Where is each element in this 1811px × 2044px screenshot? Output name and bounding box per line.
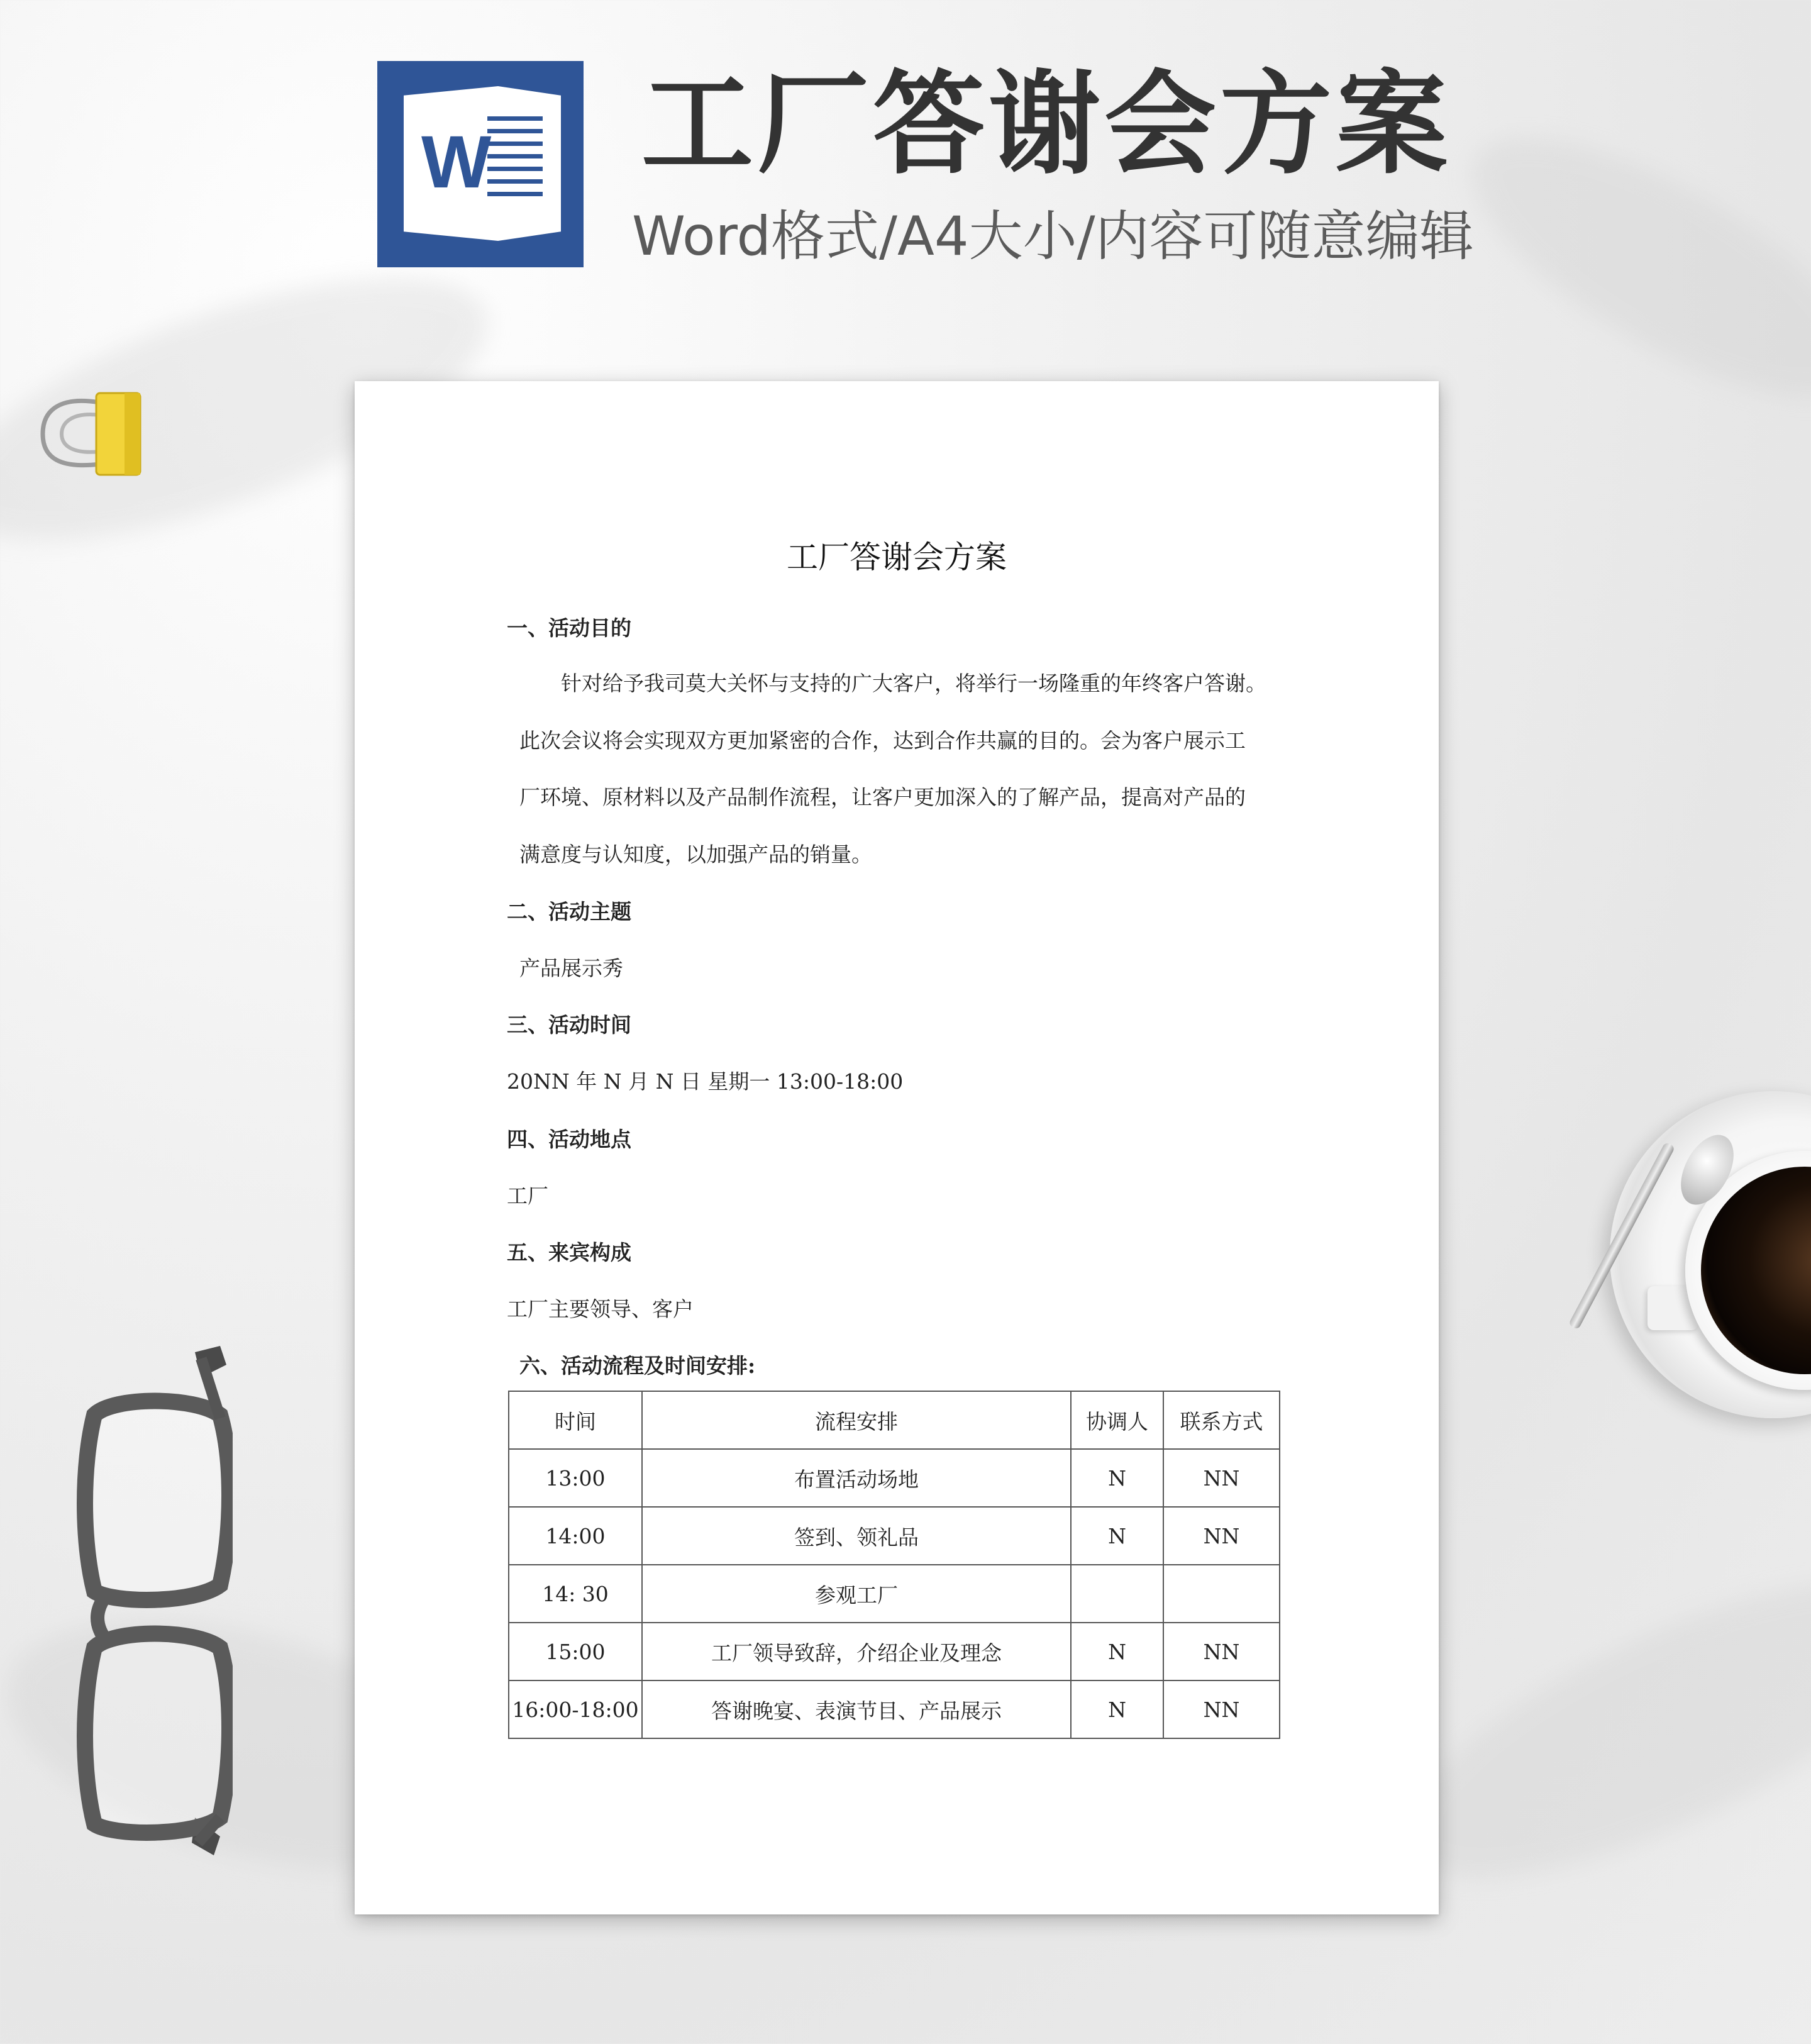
paragraph-line: 针对给予我司莫大关怀与支持的广大客户，将举行一场隆重的年终客户答谢。 <box>561 671 1266 696</box>
section-heading: 二、活动主题 <box>507 899 631 924</box>
binder-clip-icon <box>36 390 143 478</box>
table-row <box>509 1449 1280 1507</box>
section-text: 工厂 <box>507 1184 548 1208</box>
table-cell: N <box>1071 1449 1163 1507</box>
table-row <box>509 1565 1280 1623</box>
paragraph-line: 此次会议将会实现双方更加紧密的合作，达到合作共赢的目的。会为客户展示工 <box>519 728 1246 753</box>
paragraph-line: 厂环境、原材料以及产品制作流程，让客户更加深入的了解产品，提高对产品的 <box>519 785 1246 809</box>
marble-texture <box>1436 89 1811 446</box>
table-cell: N <box>1071 1680 1163 1738</box>
section-text: 工厂主要领导、客户 <box>507 1297 694 1321</box>
table-header-cell: 时间 <box>509 1391 642 1449</box>
table-cell: N <box>1071 1507 1163 1565</box>
table-cell: 签到、领礼品 <box>642 1507 1071 1565</box>
table-row <box>509 1623 1280 1680</box>
banner-title: 工厂答谢会方案 <box>641 59 1451 189</box>
table-cell: NN <box>1163 1507 1280 1565</box>
eyeglasses-image <box>69 1340 233 1880</box>
table-cell: 14: 30 <box>509 1565 642 1623</box>
table-header-cell: 流程安排 <box>642 1391 1071 1449</box>
table-cell: NN <box>1163 1623 1280 1680</box>
schedule-table <box>508 1391 1280 1739</box>
table-cell: 参观工厂 <box>642 1565 1071 1623</box>
table-cell: NN <box>1163 1680 1280 1738</box>
section-text: 产品展示秀 <box>519 956 623 980</box>
section-heading: 四、活动地点 <box>507 1127 631 1152</box>
table-row <box>509 1507 1280 1565</box>
table-cell: 14:00 <box>509 1507 642 1565</box>
document-page <box>355 381 1439 1914</box>
word-logo-icon <box>377 61 584 267</box>
table-cell: 工厂领导致辞，介绍企业及理念 <box>642 1623 1071 1680</box>
table-header-cell: 联系方式 <box>1163 1391 1280 1449</box>
table-cell: 答谢晚宴、表演节目、产品展示 <box>642 1680 1071 1738</box>
table-cell <box>1071 1565 1163 1623</box>
section-heading: 五、来宾构成 <box>507 1240 631 1265</box>
banner-subtitle: Word格式/A4大小/内容可随意编辑 <box>632 205 1474 268</box>
table-cell: NN <box>1163 1449 1280 1507</box>
section-text: 20NN 年 N 月 N 日 星期一 13:00-18:00 <box>507 1069 904 1094</box>
table-header-row <box>509 1391 1280 1449</box>
table-cell: 16:00-18:00 <box>509 1680 642 1738</box>
word-logo-letter: W <box>421 121 492 204</box>
table-header-cell: 协调人 <box>1071 1391 1163 1449</box>
table-cell: 布置活动场地 <box>642 1449 1071 1507</box>
table-cell: 13:00 <box>509 1449 642 1507</box>
table-cell <box>1163 1565 1280 1623</box>
table-cell: N <box>1071 1623 1163 1680</box>
document-title: 工厂答谢会方案 <box>787 539 1007 575</box>
table-row <box>509 1680 1280 1738</box>
section-heading: 六、活动流程及时间安排: <box>519 1353 756 1378</box>
section-heading: 一、活动目的 <box>507 616 631 640</box>
table-cell: 15:00 <box>509 1623 642 1680</box>
paragraph-line: 满意度与认知度，以加强产品的销量。 <box>519 842 872 867</box>
section-heading: 三、活动时间 <box>507 1013 631 1037</box>
